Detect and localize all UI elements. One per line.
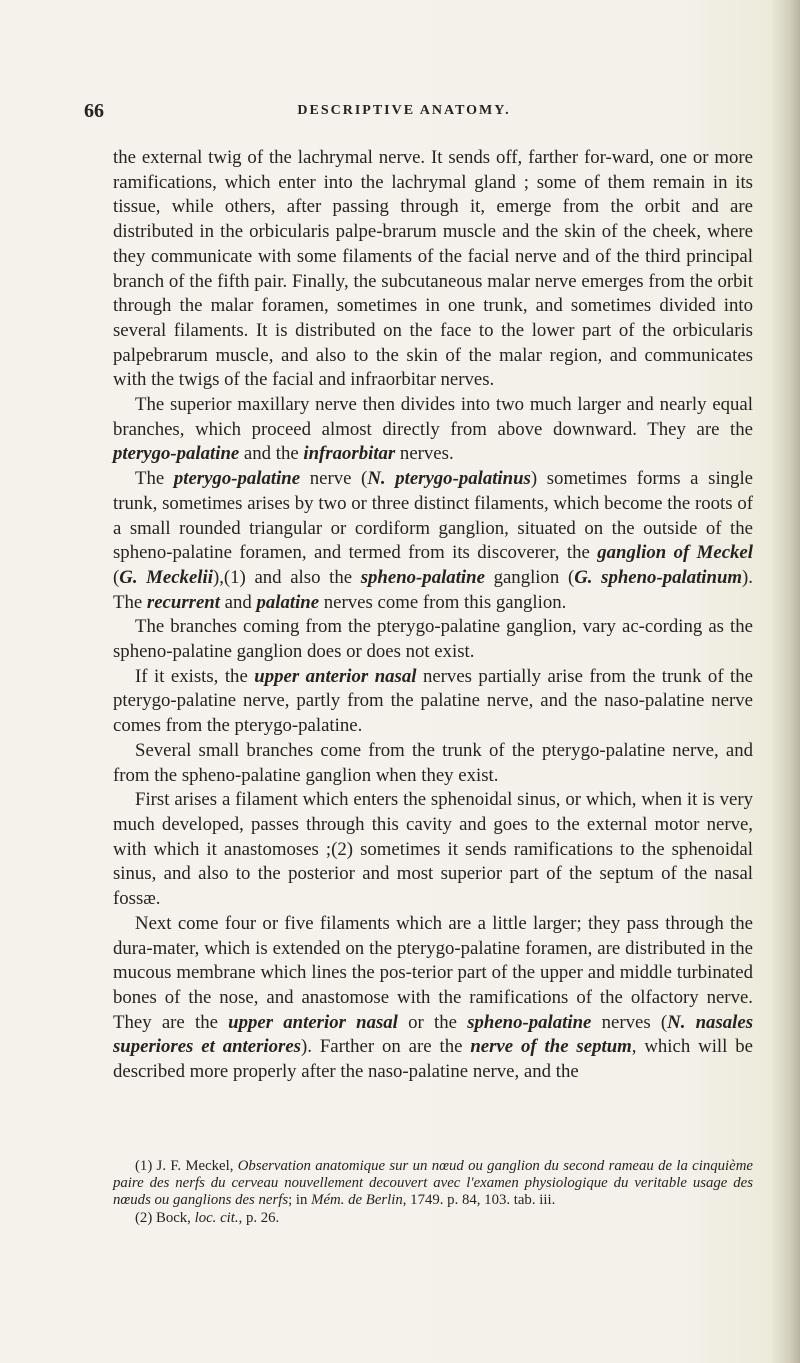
page-header	[84, 100, 724, 126]
text-run: Several small branches come from the trunk of the pterygo-palatine nerve, and from the spheno-palatine ganglion when they exist.	[113, 739, 753, 786]
text-run: If it exists, the	[135, 665, 255, 687]
text-run: (	[113, 566, 120, 588]
text-run: The	[135, 468, 174, 490]
text-run: ),(1) and also the	[212, 566, 361, 588]
italic-term: recurrent	[146, 591, 220, 613]
paragraph-branches	[113, 615, 753, 664]
italic-term: Observation anatomique sur un nœud ou ganglion du second rameau de la cinquième paire des nerfs du cerveau nouvellement decouvert avec l'examen physiologique du veritable usage des nœuds ou ganglions des nerfs	[113, 1158, 753, 1209]
italic-term: spheno-palatine	[360, 566, 485, 588]
text-run: or the	[397, 1011, 468, 1033]
italic-term: pterygo-palatine	[173, 468, 301, 490]
italic-term: Mém. de Berlin	[311, 1192, 403, 1209]
footnote-2	[113, 1210, 753, 1227]
paragraph-pterygo-palatine	[113, 467, 753, 615]
paragraph-several-branches	[113, 739, 753, 788]
italic-term: infraorbitar	[303, 443, 396, 465]
text-run: First arises a filament which enters the sphenoidal sinus, or which, when it is very much developed, passes through this cavity and goes to the external motor nerve, with which it anastomoses ;(2) sometimes it sends ramifications to the sphenoidal sinus, and also to the posterior and most superior part of the septum of the nasal fossæ.	[113, 789, 753, 910]
italic-term: upper anterior nasal	[228, 1011, 398, 1033]
text-run: ) sometimes forms a single trunk, sometimes arises by two or three distinct filaments, which become the roots of a small rounded triangular or cordiform ganglion, situated on the outside of the spheno-palatine foramen, and termed from its discoverer, the	[113, 468, 753, 564]
text-run: , which will be described more properly after the naso-palatine nerve, and the	[113, 1036, 753, 1083]
running-head: DESCRIPTIVE ANATOMY.	[297, 103, 511, 118]
italic-term: N. nasales superiores et anteriores	[113, 1011, 754, 1058]
italic-term: loc. cit.	[194, 1209, 239, 1226]
text-run: ). Farther on are the	[300, 1036, 471, 1058]
text-run: and	[219, 591, 257, 613]
text-run: The superior maxillary nerve then divides into two much larger and nearly equal branches, which proceed almost directly from above downward. They are the	[113, 394, 753, 440]
italic-term: N. pterygo-palatinus	[367, 468, 531, 490]
text-run: ganglion (	[484, 566, 575, 588]
text-run: The branches coming from the pterygo-palatine ganglion, vary ac-cording as the spheno-palatine ganglion does or does not exist.	[113, 616, 753, 663]
footnotes	[113, 1158, 753, 1227]
text-run: ). The	[113, 566, 753, 613]
text-run: nerves partially arise from the trunk of the pterygo-palatine nerve, partly from the palatine nerve, and the naso-palatine nerve comes from the pterygo-palatine.	[113, 665, 753, 737]
body-text	[113, 146, 753, 1085]
italic-term: upper anterior nasal	[254, 665, 417, 687]
text-run: Next come four or five filaments which are a little larger; they pass through the dura-mater, which is extended on the pterygo-palatine foramen, are distributed in the mucous membrane which lines the pos-terior part of the upper and middle turbinated bones of the nose, and anastomose with the ramifications of the olfactory nerve. They are the	[113, 912, 753, 1033]
italic-term: ganglion of Meckel	[597, 542, 753, 564]
text-run: (2) Bock,	[135, 1209, 195, 1226]
italic-term: pterygo-palatine	[113, 443, 240, 465]
italic-term: spheno-palatine	[467, 1011, 592, 1033]
text-run: nerves (	[591, 1011, 668, 1033]
footnote-1	[113, 1158, 753, 1210]
text-run: , p. 26.	[238, 1209, 280, 1226]
text-run: nerve (	[300, 468, 368, 490]
italic-term: G. Meckelii	[119, 566, 213, 588]
text-run: nerves come from this ganglion.	[319, 591, 567, 613]
italic-term: nerve of the septum	[470, 1036, 632, 1058]
text-run: nerves.	[395, 443, 454, 465]
paragraph-upper-anterior-nasal	[113, 665, 753, 739]
text-run: , 1749. p. 84, 103. tab. iii.	[402, 1192, 556, 1209]
paragraph-lachrymal-continuation	[113, 146, 753, 393]
text-run: ; in	[288, 1192, 312, 1209]
text-run: the external twig of the lachrymal nerve. It sends off, farther for-ward, one or more ramifications, which enter into the lachrymal gland ; some of them remain in its tissue, while others, after passing through it, emerge from the orbit and are distributed in the orbicularis palpe-brarum muscle and the skin of the cheek, where they communicate with some filaments of the facial nerve and of the third principal branch of the fifth pair. Finally, the subcutaneous malar nerve emerges from the orbit through the malar foramen, sometimes in one trunk, and sometimes divided into several filaments. It is distributed on the face to the lower part of the orbicularis palpebrarum muscle, and also to the skin of the malar region, and communicates with the twigs of the facial and infraorbitar nerves.	[113, 147, 753, 391]
paragraph-next-filaments	[113, 912, 753, 1085]
italic-term: G. spheno-palatinum	[574, 566, 743, 588]
page-number: 66	[84, 100, 104, 122]
text-run: and the	[239, 443, 304, 465]
paragraph-first-filament	[113, 788, 753, 912]
italic-term: palatine	[256, 591, 320, 613]
paragraph-superior-maxillary	[113, 393, 753, 467]
page-edge	[772, 0, 800, 1363]
text-run: (1) J. F. Meckel,	[135, 1158, 238, 1174]
